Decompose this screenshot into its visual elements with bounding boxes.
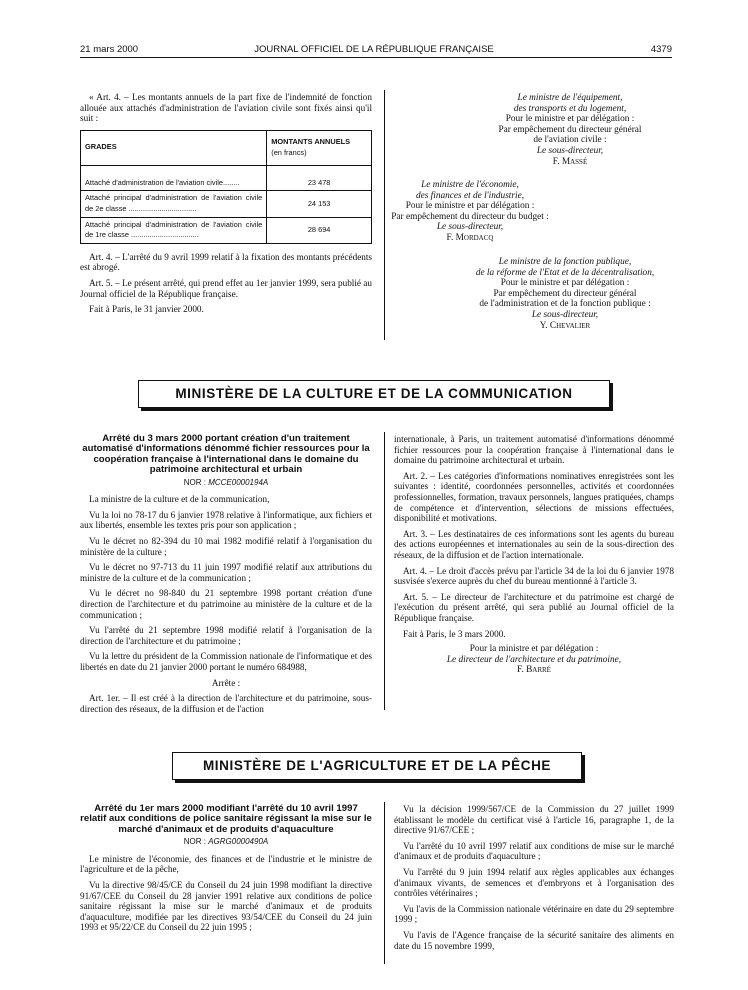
- culture-nor: NOR : MCCE0000194A: [183, 477, 269, 487]
- culture-arrete-label: Arrête :: [211, 677, 241, 688]
- signature-line: Pour le ministre et par délégation :: [405, 201, 535, 212]
- signatory-name: F. Mordacq: [446, 232, 494, 243]
- agri-left-column: [80, 804, 372, 938]
- agri-visa: Vu la directive 98/45/CE du Conseil du 24 juin 1998 modifiant la directive 91/67/CEE du Conseil du 28 janvier 1991 relative aux conditions de police sanitaire régissant la mise sur le marché d'animaux et de produits d'aquaculture, modifiée par les directives 93/54/CEE du Conseil du 24 juin 1993 et 95/22/CE du Conseil du 22 juin 1995 ;: [80, 880, 372, 933]
- header-rule: [80, 57, 672, 58]
- amount-cell: 23 478: [267, 165, 372, 191]
- agri-visa: Vu l'avis de l'Agence française de la sécurité sanitaire des aliments en date du 15 novembre 1999,: [394, 929, 674, 951]
- signature-line: Le sous-directeur,: [536, 145, 604, 156]
- culture-visa: Vu la loi no 78-17 du 6 janvier 1978 relative à l'informatique, aux fichiers et aux libertés, ensemble les textes pris pour son application ;: [80, 509, 372, 531]
- agri-visa: Vu l'arrêté du 10 avril 1997 relatif aux conditions de mise sur le marché d'animaux et de produits d'aquaculture ;: [394, 840, 674, 862]
- culture-article: Art. 5. – Le directeur de l'architecture et du patrimoine est chargé de l'exécution du présent arrêté, qui sera publié au Journal officiel de la République française.: [394, 591, 674, 623]
- culture-visa: Vu le décret no 97-713 du 11 juin 1997 modifié relatif aux attributions du ministre de la culture et de la communication ;: [80, 562, 372, 583]
- culture-arrete-title: Arrêté du 3 mars 2000 portant création d'un traitement automatisé d'informations dénommé fichier ressources pour la coopération française à l'international dans le domaine du patrimoine architectural et urbain: [82, 433, 370, 476]
- amount-cell: 28 694: [267, 217, 372, 243]
- header-date: 21 mars 2000: [80, 44, 139, 55]
- grade-cell: Attaché d'administration de l'aviation civile........: [81, 165, 267, 191]
- agri-nor: NOR : AGRG0000490A: [183, 837, 269, 847]
- signature-line: Le ministre de l'économie,: [421, 180, 519, 190]
- signature-line: de l'aviation civile :: [533, 135, 607, 146]
- signature-line: Pour le ministre et par délégation :: [505, 114, 635, 125]
- signature-block-economie: [370, 180, 570, 244]
- art4-abrogation: Art. 4. – L'arrêté du 9 avril 1999 relatif à la fixation des montants précédents est abrogé.: [80, 251, 372, 273]
- culture-article: Art. 3. – Les destinataires de ces informations sont les agents du bureau des actions européennes et internationales au sein de la sous-direction des réseaux, de la diffusion et de l'action internationale.: [394, 528, 674, 560]
- art5-publication: Art. 5. – Le présent arrêté, qui prend effet au 1er janvier 1999, sera publié au Journal officiel de la République française.: [80, 277, 372, 299]
- table-row: [81, 191, 372, 217]
- fait-a-paris-1: Fait à Paris, le 31 janvier 2000.: [89, 304, 204, 315]
- amount-cell: 24 153: [267, 191, 372, 217]
- agri-visa: Vu l'avis de la Commission nationale vétérinaire en date du 29 septembre 1999 ;: [394, 903, 674, 925]
- signature-line: Pour la ministre et par délégation :: [469, 644, 599, 655]
- column-divider-agri: [384, 802, 385, 964]
- agri-visa: Vu l'arrêté du 9 juin 1994 relatif aux règles applicables aux échanges d'animaux vivants, de semences et d'embryons et à l'organisation des contrôles vétérinaires ;: [394, 866, 674, 899]
- column-divider-culture: [384, 432, 385, 710]
- grades-table: [80, 130, 372, 244]
- signature-line: Pour le ministre et par délégation :: [500, 278, 630, 289]
- signatory-name: Y. Chevalier: [539, 320, 591, 331]
- culture-left-column: [80, 434, 372, 719]
- signature-line: Le sous-directeur,: [436, 222, 504, 233]
- grade-cell: Attaché principal d'administration de l'aviation civile de 2e classe .................................: [81, 191, 267, 217]
- culture-visa: La ministre de la culture et de la communication,: [89, 494, 270, 505]
- table-header-amounts: MONTANTS ANNUELS (en francs): [267, 130, 372, 165]
- signatory-name: F. Massé: [552, 156, 588, 167]
- signature-line: de l'administration et de la fonction publique :: [479, 299, 651, 310]
- agri-arrete-title: Arrêté du 1er mars 2000 modifiant l'arrêté du 10 avril 1997 relatif aux conditions de police sanitaire régissant la mise sur le marché d'animaux et de produits d'aquaculture: [80, 803, 372, 835]
- signatory-name: F. Barré: [517, 665, 551, 676]
- culture-signature: [394, 644, 674, 676]
- top-left-column: [80, 92, 372, 320]
- signature-line: Par empêchement du directeur général: [493, 288, 637, 299]
- culture-right-column: [394, 434, 674, 676]
- culture-article: Fait à Paris, le 3 mars 2000.: [403, 628, 506, 639]
- signature-block-equipement: [470, 93, 670, 167]
- agri-visa: Vu la décision 1999/567/CE de la Commission du 27 juillet 1999 établissant le modèle du certificat visé à l'article 16, paragraphe 1, de la directive 91/67/CEE ;: [394, 804, 674, 836]
- signature-line: Le ministre de l'équipement,: [517, 93, 623, 103]
- culture-art1-start: Art. 1er. – Il est créé à la direction de l'architecture et du patrimoine, sous-direction des réseaux, de la diffusion et de l'action: [80, 693, 372, 714]
- banner-ministere-agriculture: MINISTÈRE DE L'AGRICULTURE ET DE LA PÊCHE: [172, 752, 582, 780]
- culture-article: Art. 2. – Les catégories d'informations nominatives enregistrées sont les suivantes : identité, coordonnées personnelles, activités et coordonnées professionnelles, formation, travaux personnels, langues pratiquées, champs de compétence et d'intervention, sélections de missions effectuées, disponibilité et motivations.: [394, 470, 674, 524]
- culture-art1-continuation: internationale, à Paris, un traitement automatisé d'informations dénommé fichier ressources pour la coopération française à l'international dans le domaine du patrimoine architectural et urbain.: [394, 434, 674, 466]
- header-journal-title: JOURNAL OFFICIEL DE LA RÉPUBLIQUE FRANÇAISE: [254, 44, 494, 55]
- signature-line: Le directeur de l'architecture et du patrimoine,: [446, 654, 622, 665]
- signature-line: des transports et du logement,: [513, 103, 627, 114]
- culture-article: Art. 4. – Le droit d'accès prévu par l'article 34 de la loi du 6 janvier 1978 susvisée s'exerce auprès du chef du bureau mentionné à l'article 3.: [394, 565, 674, 587]
- table-row: [81, 165, 372, 191]
- grade-cell: Attaché principal d'administration de l'aviation civile de 1re classe .................................: [81, 217, 267, 243]
- signature-line: Le sous-directeur,: [531, 309, 599, 320]
- table-row: [81, 217, 372, 243]
- signature-line: Par empêchement du directeur du budget :: [391, 211, 549, 222]
- culture-visa: Vu le décret no 82-394 du 10 mai 1982 modifié relatif à l'organisation du ministère de la culture ;: [80, 536, 372, 557]
- agri-visa: Le ministre de l'économie, des finances et de l'industrie et le ministre de l'agriculture et de la pêche,: [80, 853, 372, 875]
- signature-line: Le ministre de la fonction publique,: [498, 257, 632, 267]
- culture-visa: Vu l'arrêté du 21 septembre 1998 modifié relatif à l'organisation de la direction de l'architecture et du patrimoine ;: [80, 625, 372, 646]
- signature-block-fonction-publique: [435, 257, 695, 331]
- banner-ministere-culture: MINISTÈRE DE LA CULTURE ET DE LA COMMUNICATION: [138, 380, 610, 408]
- agri-right-column: [394, 804, 674, 956]
- culture-visa: Vu le décret no 98-840 du 21 septembre 1998 portant création d'une direction de l'architecture et du patrimoine au ministère de la culture et de la communication ;: [80, 588, 372, 620]
- culture-visa: Vu la lettre du président de la Commission nationale de l'informatique et des libertés en date du 21 janvier 2000 portant le numéro 684988,: [80, 651, 372, 672]
- header-page-number: 4379: [650, 44, 672, 55]
- signature-line: des finances et de l'industrie,: [415, 190, 525, 201]
- table-header-grades: GRADES: [81, 130, 267, 165]
- signature-line: de la réforme de l'Etat et de la décentralisation,: [475, 267, 655, 278]
- signature-line: Par empêchement du directeur général: [498, 124, 642, 135]
- art4-intro: « Art. 4. – Les montants annuels de la part fixe de l'indemnité de fonction allouée aux attachés d'administration de l'aviation civile sont fixés ainsi qu'il suit :: [80, 92, 372, 124]
